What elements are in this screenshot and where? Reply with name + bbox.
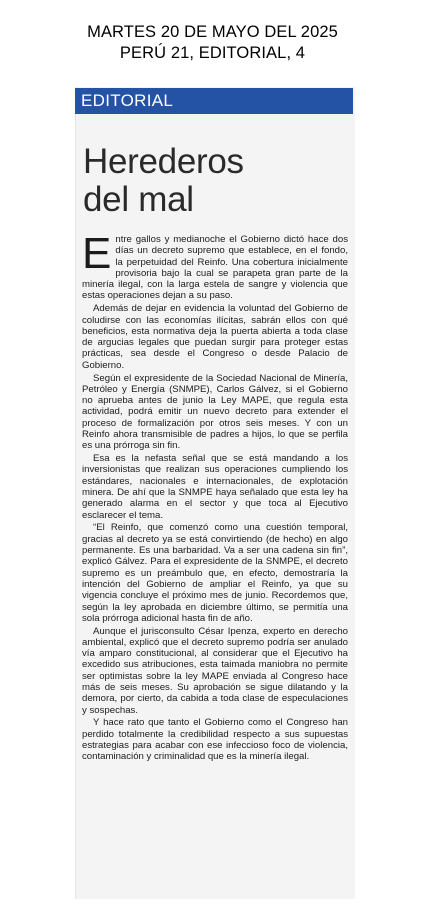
publication-meta <box>0 22 425 64</box>
drop-cap: E <box>82 229 112 278</box>
publication-source: PERÚ 21, EDITORIAL, 4 <box>119 44 306 62</box>
article-paragraph-5: “El Reinfo, que comenzó como una cuestión temporal, gracias al decreto ya se está convirtiendo (de hecho) en algo permanente. Es una barbaridad. Va a ser una cadena sin fin”, explicó Gálvez. Para el expresidente de la SNMPE, el decreto supremo es un preámbulo que, en efecto, demostraría la intención del Gobierno de ampliar el Reinfo, ya que su vigencia concluye el próximo mes de junio. Recordemos que, según la ley aprobada en diciembre último, se permitía una sola prórroga adicional hasta fin de año. <box>82 522 348 624</box>
article-paragraph-4: Esa es la nefasta señal que se está mandando a los inversionistas que realizan sus operaciones cumpliendo los estándares, nacionales e internacionales, de explotación minera. De ahí que la SNMPE haya señalado que esta ley ha generado alarma en el sector y que toca al Ejecutivo esclarecer el tema. <box>82 453 348 521</box>
article-paragraph-1-text: ntre gallos y medianoche el Gobierno dictó hace dos días un decreto supremo que establece, en el fondo, la perpetuidad del Reinfo. Una cobertura inicialmente provisoria bajo la cual se parapeta gran parte de la minería ilegal, con la larga estela de sangre y violencia que estas operaciones dejan a su paso. <box>82 234 348 302</box>
article-paragraph-2: Además de dejar en evidencia la voluntad del Gobierno de coludirse con las economías ilícitas, sabrán ellos con qué beneficios, esta normativa deja la puerta abierta a toda clase de argucias legales que puedan surgir para proteger estas prácticas, sea desde el Congreso o desde Palacio de Gobierno. <box>82 303 348 371</box>
headline-line-2: del mal <box>83 180 194 219</box>
headline <box>83 143 343 219</box>
section-label: EDITORIAL <box>81 91 174 110</box>
article-body <box>82 229 348 764</box>
article-paragraph-1 <box>82 229 348 302</box>
section-header-bar <box>75 88 353 114</box>
article-paragraph-6: Aunque el jurisconsulto César Ipenza, experto en derecho ambiental, explicó que el decreto supremo podría ser anulado vía amparo constitucional, al considerar que el Ejecutivo ha excedido sus atribuciones, esta taimada maniobra no permite ser optimistas sobre la ley MAPE enviada al Congreso hace más de seis meses. Su aprobación se sigue dilatando y la demora, por cierto, da cabida a toda clase de especulaciones y sospechas. <box>82 625 348 716</box>
headline-line-1: Herederos <box>83 142 244 181</box>
article-paragraph-7: Y hace rato que tanto el Gobierno como el Congreso han perdido totalmente la credibilidad respecto a sus supuestas estrategias para acabar con ese infeccioso foco de violencia, contaminación y criminalidad que es la minería ilegal. <box>82 717 348 763</box>
publication-date: MARTES 20 DE MAYO DEL 2025 <box>87 23 338 41</box>
article-paragraph-3: Según el expresidente de la Sociedad Nacional de Minería, Petróleo y Energía (SNMPE), Carlos Gálvez, si el Gobierno no aprueba antes de junio la Ley MAPE, que regula esta actividad, podrá emitir un nuevo decreto para extender el proceso de formalización por otros seis meses. Y con un Reinfo ahora transmisible de padres a hijos, lo que se perfila es una prórroga sin fin. <box>82 372 348 452</box>
